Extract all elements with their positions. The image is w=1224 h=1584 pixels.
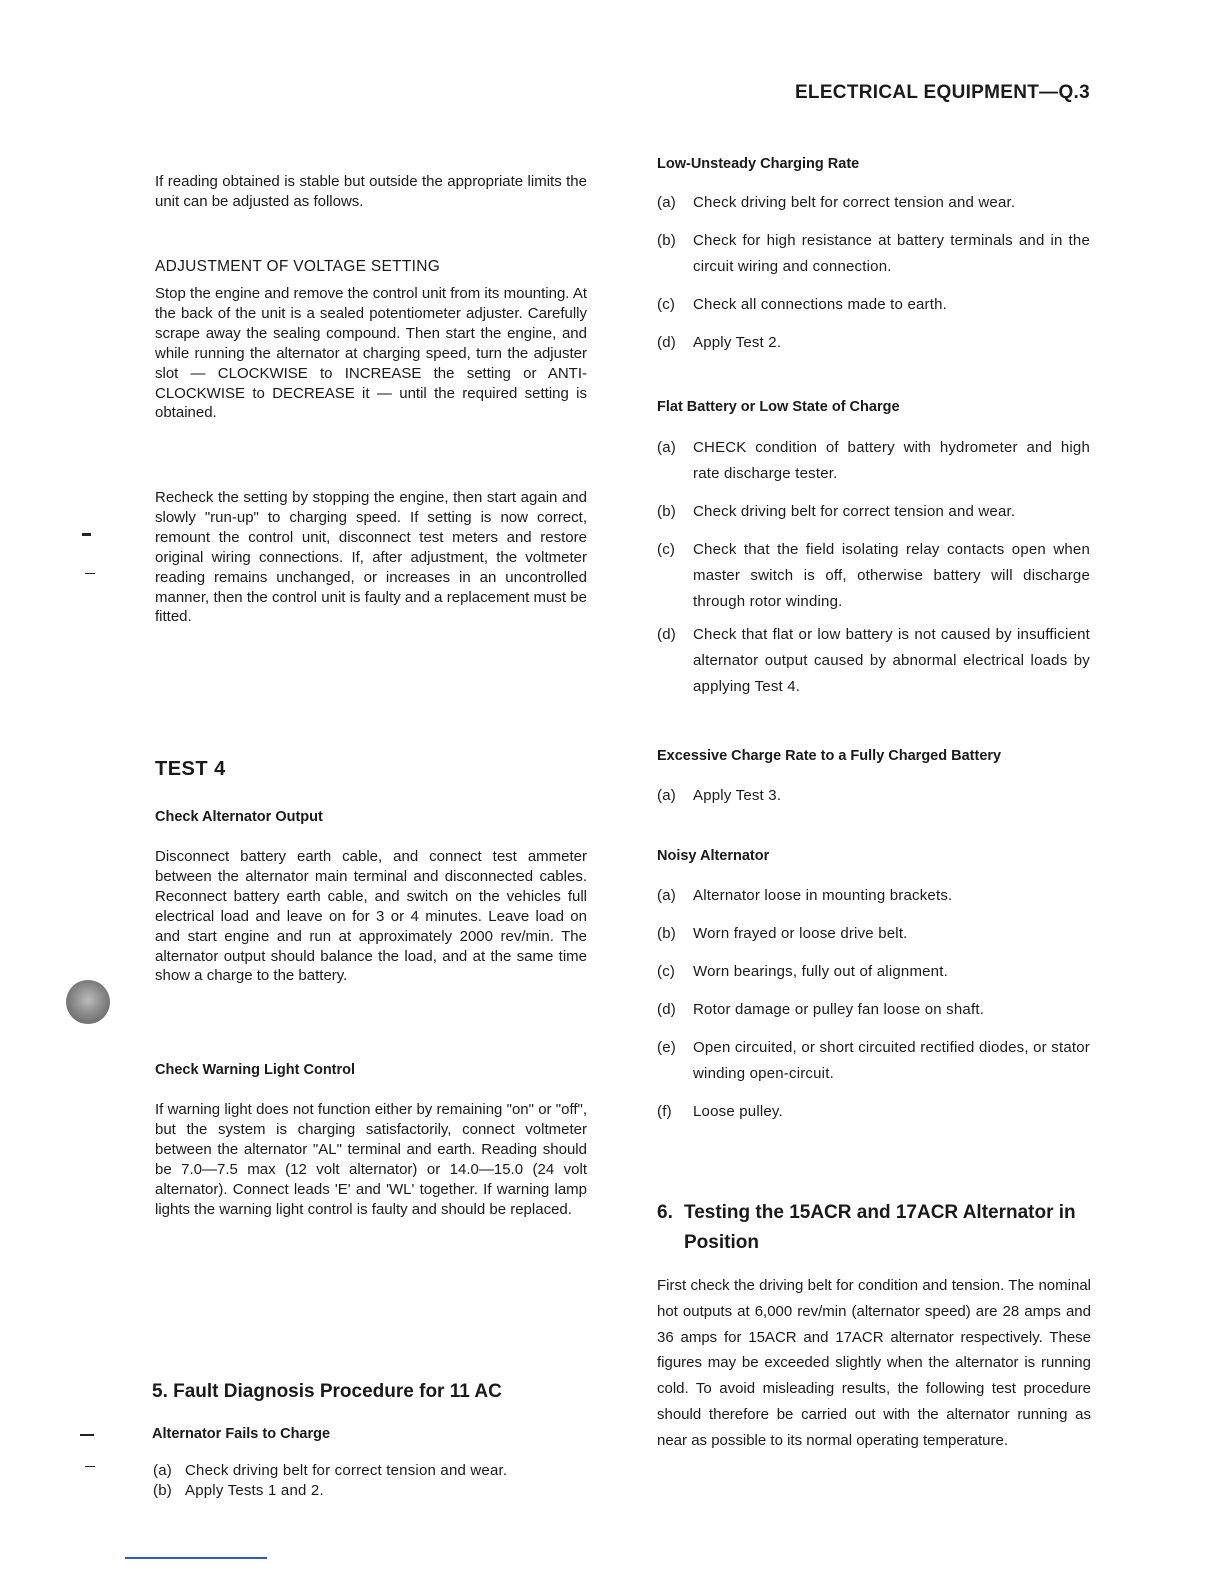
list-item: (e) Open circuited, or short circuited rectified diodes, or stator winding open-circuit.: [657, 1039, 1090, 1082]
list-item: (f) Loose pulley.: [657, 1103, 783, 1120]
adjustment-heading: ADJUSTMENT OF VOLTAGE SETTING: [155, 258, 441, 275]
section6-paragraph: First check the driving belt for condition and tension. The nominal hot outputs at 6,000 rev/min (alternator speed) are 28 amps and 36 amps for 15ACR and 17ACR alternator respectively. These figures may be exceeded slightly when the alternator is running cold. To avoid misleading results, the following test procedure should therefore be carried out with the alternator running as near as possible to its normal operating temperature.: [657, 1277, 1091, 1449]
low-unsteady-heading: Low-Unsteady Charging Rate: [657, 156, 860, 172]
margin-mark: [85, 573, 95, 574]
list-item: (d) Check that flat or low battery is not caused by insufficient alternator output caused by abnormal electrical loads by applying Test 4.: [657, 626, 1090, 695]
margin-mark: [82, 533, 91, 536]
section6-number: 6.: [657, 1202, 673, 1223]
list-item: (d) Rotor damage or pulley fan loose on shaft.: [657, 1001, 985, 1018]
adjustment-paragraph: Stop the engine and remove the control unit from its mounting. At the back of the unit is a sealed potentiometer adjuster. Carefully scrape away the sealing compound. Then start the engine, and while running the alternator at charging speed, turn the adjuster slot — CLOCKWISE to INCREASE the setting or ANTI-CLOCKWISE to DECREASE it — until the required setting is obtained.: [155, 285, 587, 422]
list-item: (b) Apply Tests 1 and 2.: [153, 1482, 324, 1499]
intro-paragraph: If reading obtained is stable but outside the appropriate limits the unit can be adjusted as follows.: [155, 173, 587, 210]
flat-battery-heading: Flat Battery or Low State of Charge: [657, 399, 900, 415]
list-item: (b) Check driving belt for correct tension and wear.: [657, 503, 1016, 520]
section5-heading: 5. Fault Diagnosis Procedure for 11 AC: [152, 1381, 502, 1402]
warning-heading: Check Warning Light Control: [155, 1062, 356, 1078]
margin-mark: [85, 1466, 95, 1467]
bottom-rule: [125, 1557, 267, 1559]
fails-list: [153, 1461, 593, 1501]
excessive-charge-heading: Excessive Charge Rate to a Fully Charged Battery: [657, 748, 1002, 764]
section6-heading: [657, 1198, 1091, 1258]
list-item: (a) Check driving belt for correct tension and wear.: [153, 1462, 508, 1479]
list-item: (a) CHECK condition of battery with hydrometer and high rate discharge tester.: [657, 439, 1090, 482]
recheck-paragraph: Recheck the setting by stopping the engine, then start again and slowly "run-up" to charging speed. If setting is now correct, remount the control unit, disconnect test meters and restore original wiring connections. If, after adjustment, the voltmeter reading remains unchanged, or increases in an uncontrolled manner, then the control unit is faulty and a replacement must be fitted.: [155, 489, 587, 626]
list-item: (c) Check all connections made to earth.: [657, 296, 948, 313]
list-item: (b) Check for high resistance at battery terminals and in the circuit wiring and connection.: [657, 232, 1090, 275]
output-paragraph: Disconnect battery earth cable, and connect test ammeter between the alternator main terminal and disconnected cables. Reconnect battery earth cable, and switch on the vehicles full electrical load and leave on for 3 or 4 minutes. Leave load on and start engine and run at approximately 2000 rev/min. The alternator output should balance the load, and at the same time show a charge to the battery.: [155, 848, 587, 985]
list-item: (d) Apply Test 2.: [657, 334, 782, 351]
list-item: (a) Check driving belt for correct tension and wear.: [657, 194, 1016, 211]
list-item: (b) Worn frayed or loose drive belt.: [657, 925, 908, 942]
list-item: (c) Worn bearings, fully out of alignment.: [657, 963, 948, 980]
list-item: (a) Alternator loose in mounting brackets.: [657, 887, 953, 904]
output-heading: Check Alternator Output: [155, 809, 323, 825]
margin-mark: [80, 1434, 94, 1436]
list-item: (c) Check that the field isolating relay contacts open when master switch is off, otherwise battery will discharge through rotor winding.: [657, 541, 1090, 610]
page-header: ELECTRICAL EQUIPMENT—Q.3: [794, 82, 1090, 103]
fails-heading: Alternator Fails to Charge: [152, 1426, 331, 1442]
punch-hole: [66, 980, 110, 1024]
section6-title: Testing the 15ACR and 17ACR Alternator in Position: [684, 1202, 1076, 1253]
warning-paragraph: If warning light does not function either by remaining "on" or "off", but the system is charging satisfactorily, connect voltmeter between the alternator "AL" terminal and earth. Reading should be 7.0—7.5 max (12 volt alternator) or 14.0—15.0 (24 volt alternator). Connect leads 'E' and 'WL' together. If warning lamp lights the warning light control is faulty and should be replaced.: [155, 1101, 587, 1218]
noisy-alternator-heading: Noisy Alternator: [657, 848, 770, 864]
test4-heading: TEST 4: [155, 758, 226, 780]
list-item: (a) Apply Test 3.: [657, 787, 782, 804]
